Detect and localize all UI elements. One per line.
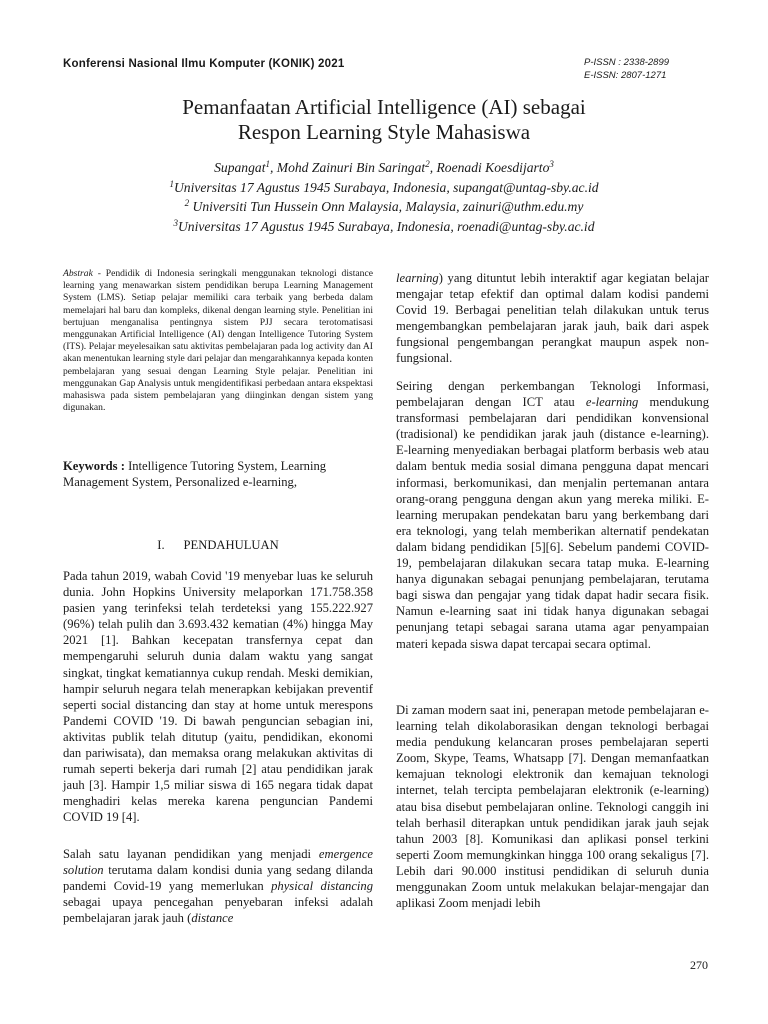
- paragraph-5: Di zaman modern saat ini, penerapan metode pembelajaran e-learning telah dikolaborasikan dengan teknologi berbagai media pendukung kelancaran proses pembelajaran seperti Zoom, Skype, Teams, Whatsapp [7]. Dengan memanfaatkan kemajuan teknologi elektronik dan kemajuan teknologi internet, telah tercipta pembelajaran elektronik (e-learning) atau bisa disebut pembelajaran online. Teknologi canggih ini telah berhasil diterapkan untuk pendidikan jarak jauh sejak tahun 2003 [8]. Komunikasi dan aplikasi ponsel terkini seperti Zoom memungkinkan hingga 100 orang sekaligus [7]. Lebih dari 90.000 institusi pendidikan di seluruh dunia menggunakan Zoom untuk melakukan belajar-mengajar dan aplikasi Zoom menjadi lebih: [396, 703, 709, 911]
- conference-name: Konferensi Nasional Ilmu Komputer (KONIK) 2021: [63, 58, 345, 70]
- author-3: Roenadi Koesdijarto: [436, 160, 550, 175]
- paragraph-3: learning) yang dituntut lebih interaktif agar kegiatan belajar mengajar tetap efektif dan optimal dalam kodisi pandemi Covid 19. Berbagai penelitian telah dilakukan untuk terus mengembangkan pembelajaran jarak jauh, baik dari aspek fungsional pengembangan perangkat maupun aspek non-fungsional.: [396, 271, 709, 366]
- abstract-text: - Pendidik di Indonesia seringkali menggunakan teknologi distance learning yang menawarkan sistem pendidikan berupa Learning Management System (LMS). Setiap pelajar memiliki cara terbaik yang berbeda dalam memelajari hal baru dan kompleks, dikenal dengan learning style. Penelitian ini bertujuan menganalisa pentingnya sistem PJJ secara terotomatisasi menggunakan Artificial Intelligence (AI) dengan Intelligence Tutoring System (ITS). Pelajar meyelesaikan satu aktivitas pembelajaran pada log activity dan AI akan menentukan learning style dari pelajar dan mengarahkannya kepada konten pembelajaran yang sesuai dengan Learning Style pelajar. Penelitian ini menggunakan Gap Analysis untuk mengidentifikasi perbedaan antara ekspektasi mahasiswa pada sistem pembelajaran yang diinginkan dengan sistem yang digunakan.: [63, 268, 373, 414]
- affiliation-3: $^3$Universitas 17 Agustus 1945 Surabaya, Indonesia, roenadi@untag-sby.ac.id: [173, 217, 595, 234]
- author-2: Mohd Zainuri Bin Saringat: [276, 160, 426, 175]
- keywords-text: Intelligence Tutoring System, Learning Management System, Personalized e-learning,: [63, 459, 327, 489]
- author-1: Supangat: [214, 160, 266, 175]
- author-block: [60, 158, 708, 236]
- paragraph-1: Pada tahun 2019, wabah Covid '19 menyebar luas ke seluruh dunia. John Hopkins University melaporkan 171.758.358 pasien yang terinfeksi telah terdeteksi yang 155.222.927 (96%) telah pulih dan 3.693.432 kematian (4%) hingga May 2021 [1]. Bahkan kecepatan transfernya cepat dan mempengaruhi seluruh dunia dalam waktu yang sangat singkat, tingkat kematiannya cukup rendah. Meski demikian, hampir seluruh negara telah menerapkan kebijakan preventif seperti social distancing dan stay at home untuk merespons Pandemi COVID '19. Di bawah penguncian sebagian ini, aktivitas publik telah ditutup (yaitu, pendidikan, ekonomi dan pariwisata), dan memaksa orang melakukan aktivitas di rumah seperti bekerja dari rumah [2] atau pendidikan jarak jauh [3]. Hampir 1,5 miliar siswa di 165 negara tidak dapat menghadiri kelas mereka karena penguncian Pandemi COVID 19 [4].: [63, 569, 373, 825]
- section-title: PENDAHULUAN: [183, 538, 279, 552]
- paper-title: [60, 95, 708, 145]
- keywords: [63, 458, 373, 490]
- keywords-label: Keywords :: [63, 459, 125, 473]
- title-line-1: Pemanfaatan Artificial Intelligence (AI) sebagai: [182, 95, 586, 119]
- title-line-2: Respon Learning Style Mahasiswa: [237, 120, 531, 144]
- abstract-label: Abstrak: [63, 268, 93, 279]
- abstract: [63, 268, 373, 414]
- e-issn: E-ISSN: 2807-1271: [584, 70, 667, 81]
- section-heading: [63, 538, 373, 553]
- paragraph-4: Seiring dengan perkembangan Teknologi Informasi, pembelajaran dengan ICT atau e-learning mendukung transformasi pembelajaran dari pendidikan konvensional (tradisional) ke pendidikan jarak jauh (distance e-learning). E-learning menyediakan berbagai platform berbasis web atau dalam bentuk media sosial dimana pengguna dapat mencari informasi, berkomunikasi, dan menjalin pertemanan antara orang-orang pengguna dengan akun yang mereka miliki. E-learning merupakan pendekatan baru yang berkembang dari era teknologi, yang telah memberikan alternatif pendekatan dalam bidang pendidikan [5][6]. Sebelum pandemi COVID-19, pembelajaran dilakukan secara tatap muka. E-learning hanya digunakan sebagai penunjang pembelajaran, terutama bagi siswa dan pengajar yang tidak dapat hadir secara fisik. Namun e-learning saat ini tidak hanya digunakan sebagai penunjang tetapi sebagai sarana utama agar penyampaian materi kepada siswa dapat tercapai secara optimal.: [396, 379, 709, 651]
- issn-block: [584, 56, 669, 82]
- section-number: I.: [157, 538, 165, 552]
- affiliation-1: $^1$Universitas 17 Agustus 1945 Surabaya, Indonesia, supangat@untag-sby.ac.id: [169, 178, 599, 195]
- page-number: 270: [690, 958, 708, 972]
- p-issn: P-ISSN : 2338-2899: [584, 57, 670, 68]
- affiliation-2: $^2$ Universiti Tun Hussein Onn Malaysia, Malaysia, zainuri@uthm.edu.my: [184, 198, 584, 214]
- paragraph-2: Salah satu layanan pendidikan yang menjadi emergence solution terutama dalam kondisi dunia yang sedang dilanda pandemi Covid-19 yang memerlukan physical distancing sebagai upaya pencegahan penyebaran infeksi adalah pembelajaran jarak jauh (distance: [63, 847, 374, 926]
- author-names: Supangat$^1$, Mohd Zainuri Bin Saringat$^2$, Roenadi Koesdijarto$^3$: [214, 159, 554, 175]
